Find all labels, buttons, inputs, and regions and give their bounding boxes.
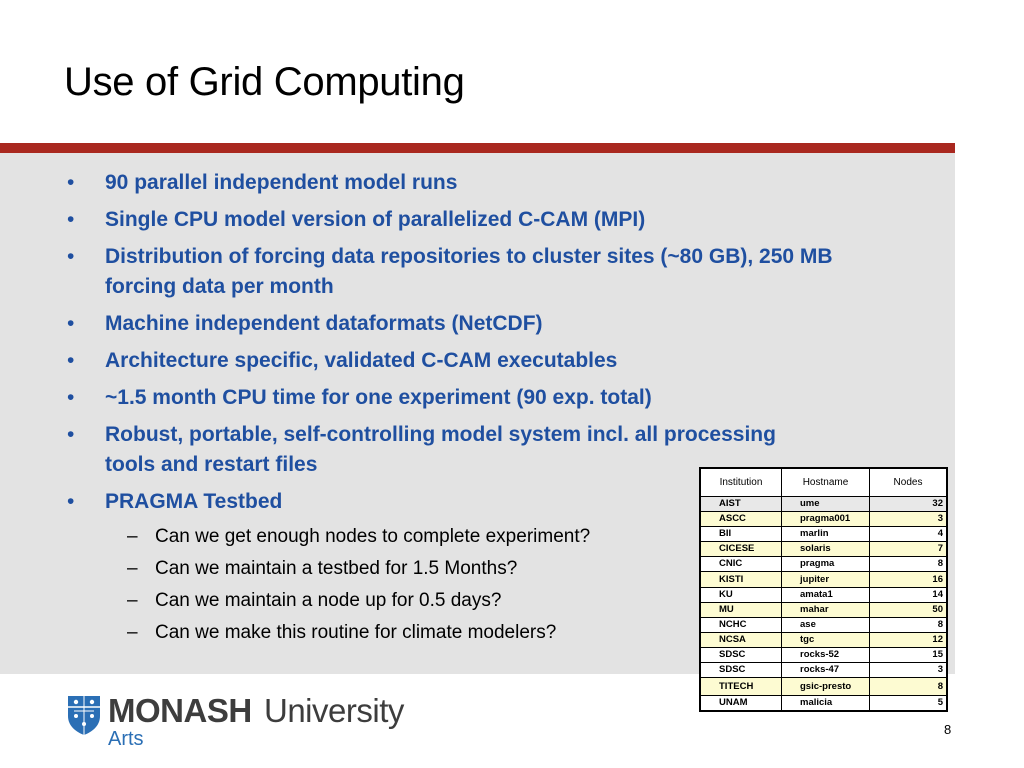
sub-bullet-text: Can we get enough nodes to complete experiment? [155,526,591,547]
nodes-cell: 7 [870,542,948,557]
bullet-text: Machine independent dataformats (NetCDF) [105,312,543,335]
institution-cell: SDSC [700,663,782,678]
slide-title: Use of Grid Computing [64,60,465,104]
table-row [700,663,947,678]
dash-icon: – [127,622,138,643]
title-divider-rule [0,143,955,153]
hostname-cell: marlin [782,527,870,542]
nodes-cell: 8 [870,557,948,572]
table-row [700,587,947,602]
nodes-cell: 15 [870,647,948,662]
hostname-cell: pragma [782,557,870,572]
table-header-nodes: Nodes [870,468,948,497]
sub-bullet-item [0,556,755,582]
institution-cell: AIST [700,497,782,512]
hostname-cell: gsic-presto [782,678,870,696]
institution-cell: NCHC [700,617,782,632]
bullet-dot-icon: • [67,349,75,372]
nodes-cell: 8 [870,678,948,696]
hostname-cell: ume [782,497,870,512]
table-header-hostname: Hostname [782,468,870,497]
bullet-dot-icon: • [67,245,75,268]
dash-icon: – [127,526,138,547]
bullet-dot-icon: • [67,490,75,513]
logo-faculty: Arts [108,728,144,750]
institution-cell: KISTI [700,572,782,587]
hostname-cell: pragma001 [782,512,870,527]
hostname-cell: amata1 [782,587,870,602]
bullet-item [0,309,845,339]
institution-cell: SDSC [700,647,782,662]
table-row [700,542,947,557]
hostname-cell: solaris [782,542,870,557]
institution-cell: CNIC [700,557,782,572]
institution-cell: UNAM [700,696,782,712]
hostname-cell: tgc [782,632,870,647]
bullet-item [0,346,845,376]
sub-bullet-text: Can we maintain a testbed for 1.5 Months? [155,558,518,579]
dash-icon: – [127,590,138,611]
institution-cell: BII [700,527,782,542]
sub-bullet-item [0,588,755,614]
bullet-item [0,242,845,302]
nodes-cell: 3 [870,663,948,678]
hostname-cell: malicia [782,696,870,712]
sub-bullet-item [0,620,755,646]
nodes-cell: 32 [870,497,948,512]
table-row [700,602,947,617]
bullet-text: ~1.5 month CPU time for one experiment (90 exp. total) [105,386,652,409]
bullet-text: Robust, portable, self-controlling model system incl. all processing tools and restart files [105,423,776,476]
table-row [700,632,947,647]
institution-cell: NCSA [700,632,782,647]
hostname-cell: mahar [782,602,870,617]
table-row [700,647,947,662]
bullet-dot-icon: • [67,171,75,194]
table-header-institution: Institution [700,468,782,497]
institution-cell: TITECH [700,678,782,696]
page-number: 8 [944,722,952,737]
bullet-dot-icon: • [67,386,75,409]
hostname-cell: jupiter [782,572,870,587]
table-row [700,696,947,712]
sub-bullet-text: Can we make this routine for climate modelers? [155,622,557,643]
bullet-dot-icon: • [67,423,75,446]
nodes-cell: 5 [870,696,948,712]
nodes-cell: 16 [870,572,948,587]
bullet-dot-icon: • [67,312,75,335]
bullet-text: Single CPU model version of parallelized C-CAM (MPI) [105,208,646,231]
nodes-cell: 3 [870,512,948,527]
monash-crest-icon [66,694,102,736]
institution-cell: ASCC [700,512,782,527]
nodes-cell: 8 [870,617,948,632]
table-row [700,572,947,587]
table-row [700,617,947,632]
hostname-cell: ase [782,617,870,632]
logo-name-bold: MONASH [108,692,252,729]
nodes-cell: 4 [870,527,948,542]
hostname-cell: rocks-52 [782,647,870,662]
sub-bullet-text: Can we maintain a node up for 0.5 days? [155,590,502,611]
bullet-dot-icon: • [67,208,75,231]
dash-icon: – [127,558,138,579]
bullet-item [0,205,845,235]
table-row [700,678,947,696]
bullet-item [0,383,845,413]
nodes-table [699,467,948,712]
hostname-cell: rocks-47 [782,663,870,678]
table-row [700,512,947,527]
bullet-text: PRAGMA Testbed [105,490,283,513]
monash-university-logo [64,692,424,752]
institution-cell: MU [700,602,782,617]
nodes-cell: 12 [870,632,948,647]
bullet-text: Architecture specific, validated C-CAM executables [105,349,618,372]
bullet-text: 90 parallel independent model runs [105,171,458,194]
bullet-item [0,420,785,480]
logo-name-regular: University [264,692,404,729]
nodes-cell: 14 [870,587,948,602]
table-row [700,557,947,572]
table-row [700,497,947,512]
nodes-cell: 50 [870,602,948,617]
bullet-text: Distribution of forcing data repositories to cluster sites (~80 GB), 250 MB forcing data per month [105,245,833,298]
sub-bullet-item [0,524,755,550]
bullet-item [0,168,845,198]
table-row [700,527,947,542]
institution-cell: CICESE [700,542,782,557]
institution-cell: KU [700,587,782,602]
